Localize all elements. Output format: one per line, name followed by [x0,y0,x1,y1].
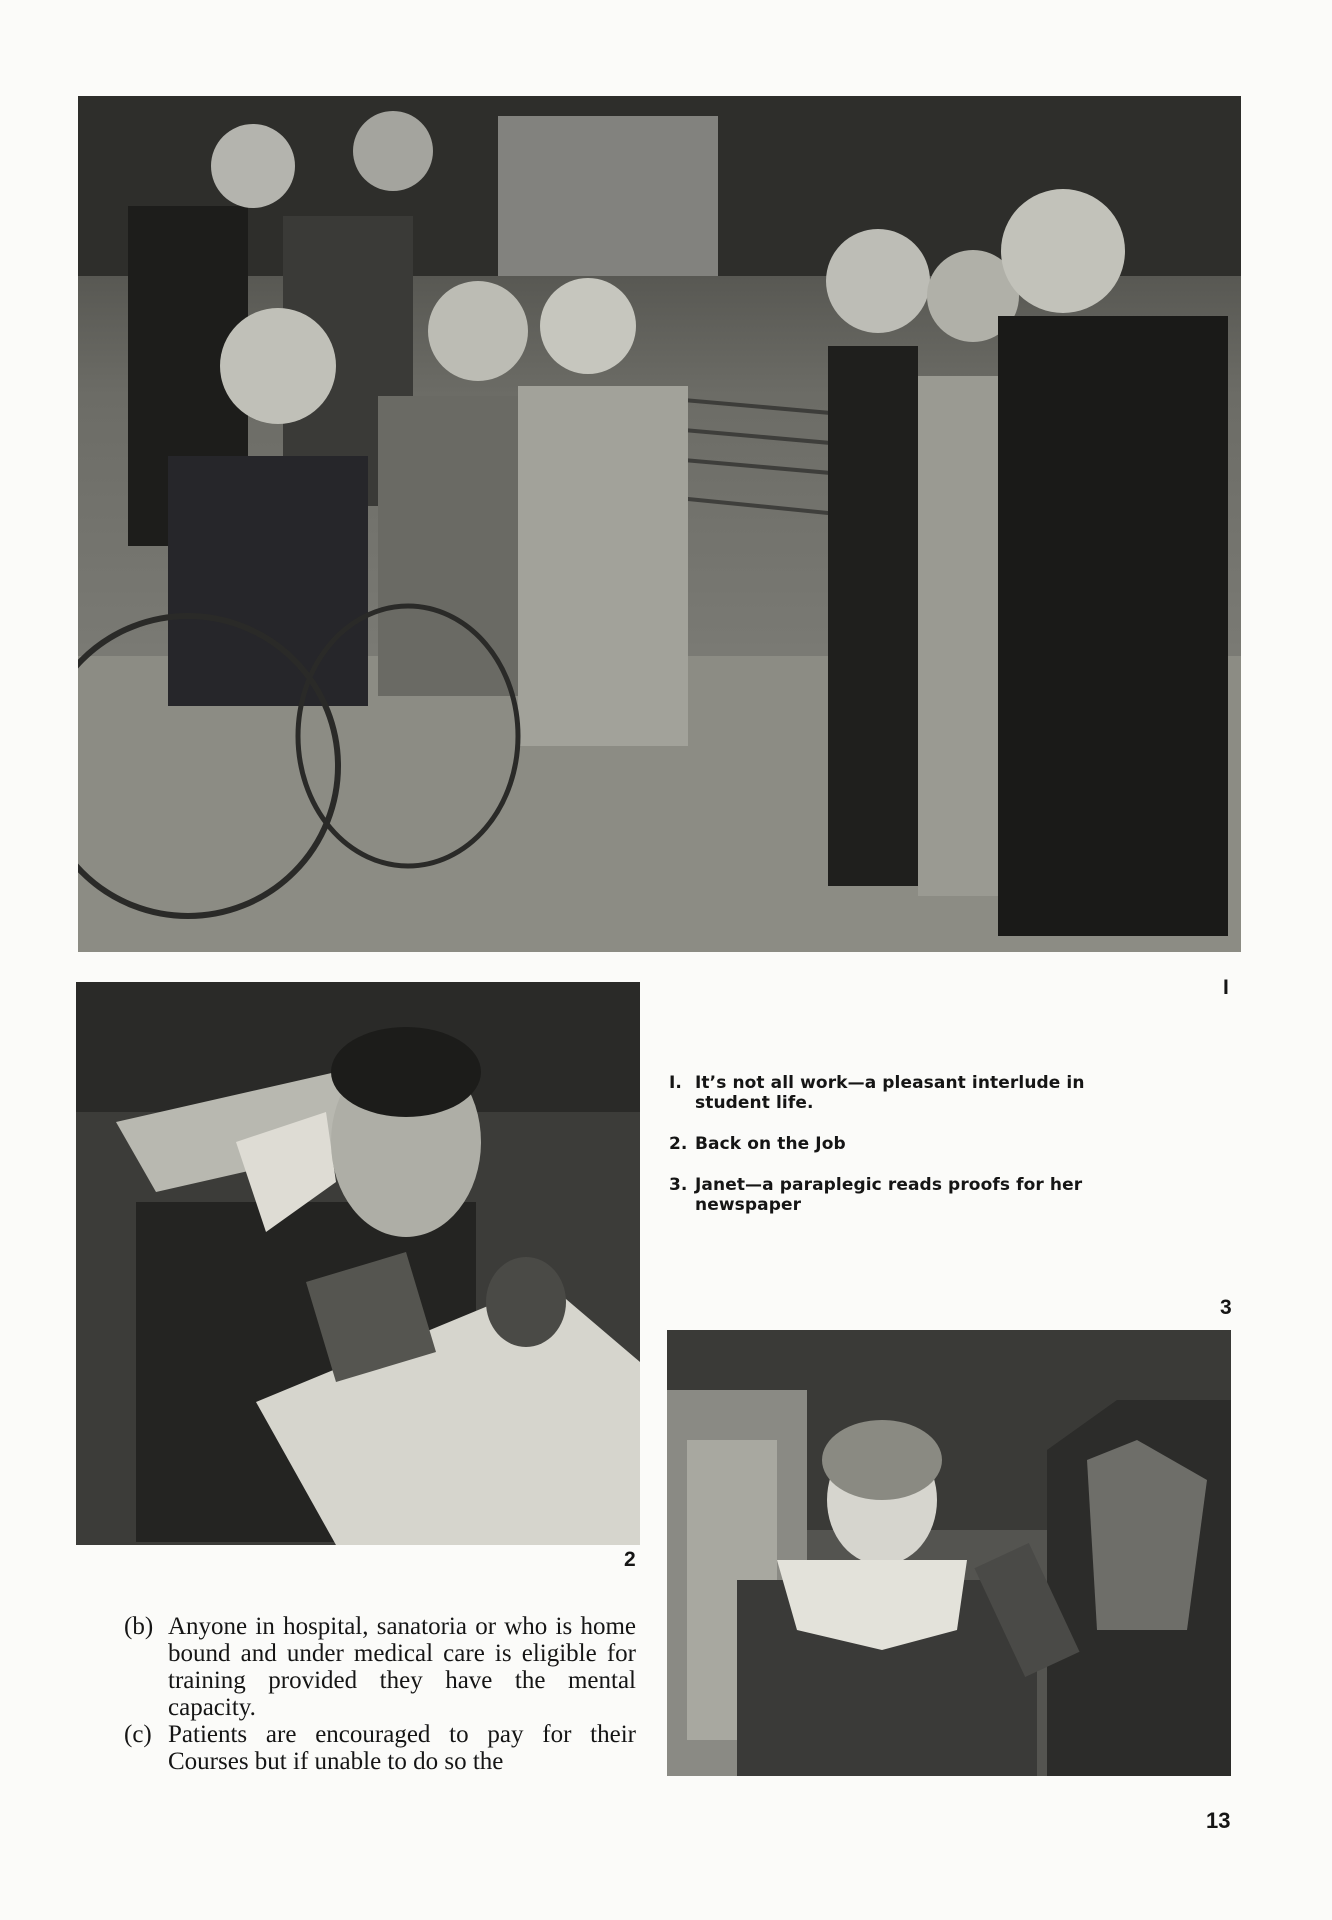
caption-text: Back on the Job [695,1134,846,1154]
body-paragraph [124,1721,636,1775]
figure-number-1: I [1223,976,1229,999]
caption-item [669,1175,1109,1215]
woman-car-graphic [667,1330,1231,1776]
caption-number: I. [669,1073,682,1093]
figure-number-2: 2 [624,1548,636,1571]
photo-man-reading [76,982,640,1545]
paragraph-text: Patients are encouraged to pay for their Courses but if unable to do so the [168,1721,636,1775]
caption-list [669,1073,1109,1236]
caption-item [669,1073,1109,1113]
photo-woman-by-car [667,1330,1231,1776]
caption-item [669,1134,1109,1154]
caption-number: 3. [669,1175,688,1195]
photo-garden-party [78,96,1241,952]
caption-text: It’s not all work—a pleasant interlude in student life. [695,1073,1085,1113]
caption-number: 2. [669,1134,688,1154]
paragraph-marker: (c) [124,1721,152,1748]
figure-number-3: 3 [1220,1296,1232,1319]
paragraph-text: Anyone in hospital, sanatoria or who is home bound and under medical care is eligible for training provided they have the mental capacity. [168,1613,636,1721]
body-paragraph [124,1613,636,1721]
man-reading-graphic [76,982,640,1545]
page-number: 13 [1206,1808,1231,1833]
body-text [124,1613,636,1775]
garden-photo-graphic [78,96,1241,952]
caption-text: Janet—a paraplegic reads proofs for her newspaper [695,1175,1083,1215]
paragraph-marker: (b) [124,1613,154,1640]
